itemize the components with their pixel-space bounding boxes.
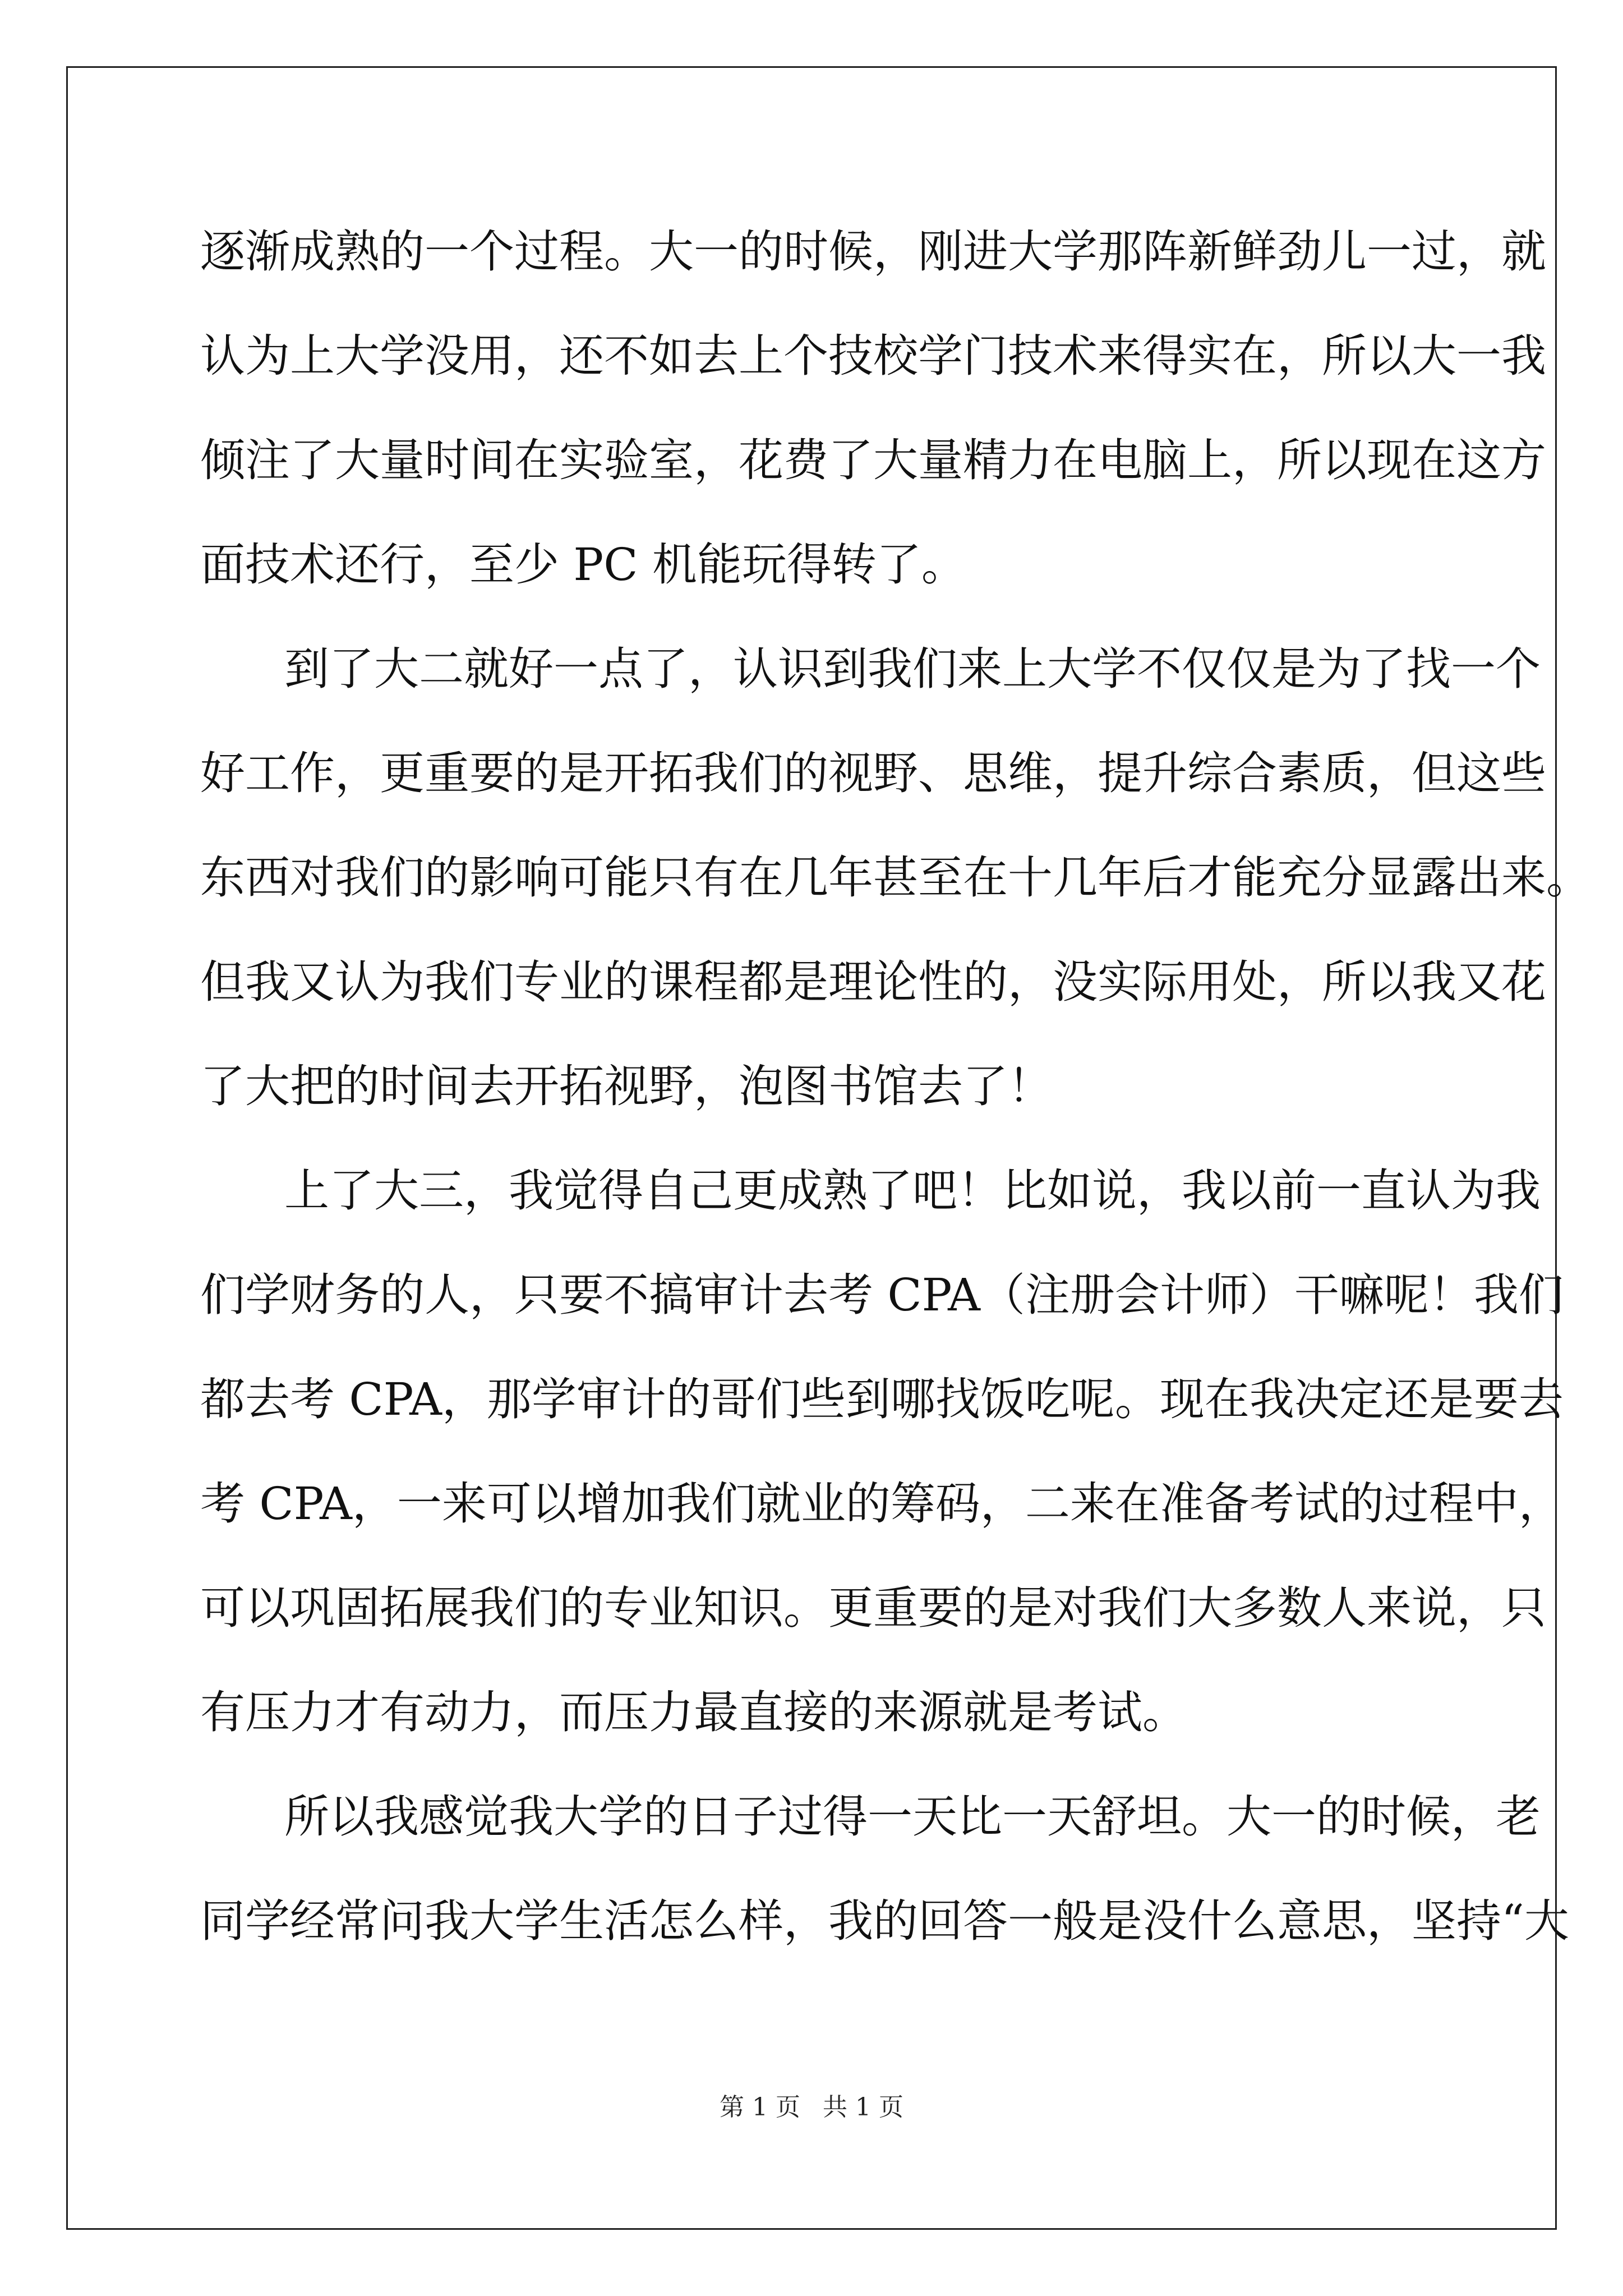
text-line: 逐渐成熟的一个过程。大一的时候，刚进大学那阵新鲜劲儿一过，就 [200, 226, 1546, 278]
text-line: 面技术还行，至少 PC 机能玩得转了。 [200, 539, 966, 591]
text-line: 东西对我们的影响可能只有在几年甚至在十几年后才能充分显露出来。 [200, 852, 1591, 904]
text-line: 有压力才有动力，而压力最直接的来源就是考试。 [200, 1686, 1187, 1738]
text-line: 们学财务的人，只要不搞审计去考 CPA（注册会计师）干嘛呢！我们 [200, 1269, 1564, 1321]
text-line: 但我又认为我们专业的课程都是理论性的，没实际用处，所以我又花 [200, 956, 1546, 1008]
text-line: 同学经常问我大学生活怎么样，我的回答一般是没什么意思，坚持“大 [200, 1895, 1569, 1947]
page-footer [0, 2087, 1623, 2123]
text-line: 倾注了大量时间在实验室，花费了大量精力在电脑上，所以现在这方 [200, 434, 1546, 486]
text-line: 到了大二就好一点了，认识到我们来上大学不仅仅是为了找一个 [284, 643, 1541, 695]
text-line: 都去考 CPA，那学审计的哥们些到哪找饭吃呢。现在我决定还是要去 [200, 1373, 1564, 1425]
text-line: 了大把的时间去开拓视野，泡图书馆去了！ [200, 1060, 1053, 1112]
text-line: 上了大三，我觉得自己更成熟了吧！比如说，我以前一直认为我 [284, 1165, 1541, 1217]
text-line: 可以巩固拓展我们的专业知识。更重要的是对我们大多数人来说，只 [200, 1582, 1546, 1634]
text-line: 好工作，更重要的是开拓我们的视野、思维，提升综合素质，但这些 [200, 747, 1546, 799]
text-line: 考 CPA，一来可以增加我们就业的筹码，二来在准备考试的过程中， [200, 1478, 1564, 1530]
text-line: 认为上大学没用，还不如去上个技校学门技术来得实在，所以大一我 [200, 330, 1546, 382]
document-body [200, 200, 1591, 1973]
text-line: 所以我感觉我大学的日子过得一天比一天舒坦。大一的时候，老 [284, 1791, 1541, 1843]
page-number-total: 共 1 页 [823, 2093, 903, 2122]
page-number-current: 第 1 页 [720, 2093, 800, 2122]
